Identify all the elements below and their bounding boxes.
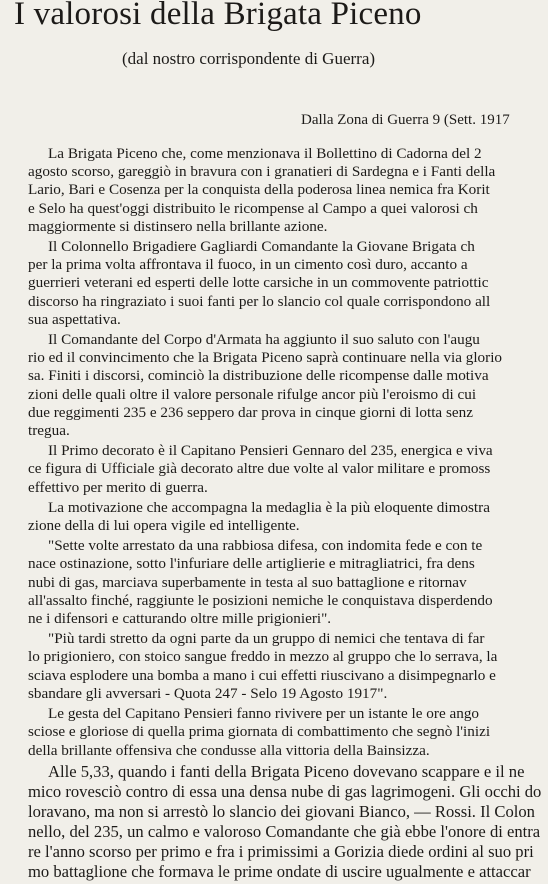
text-line: ne i difensori e catturando oltre mille prigionieri". xyxy=(28,610,332,628)
text-line: ce figura di Ufficiale già decorato altre due volte al valor militare e promoss xyxy=(28,460,491,478)
text-line: sciava esplodere una bomba a mano i cui effetti riuscivano a disimpegnarlo e xyxy=(28,666,496,684)
text-line: zioni delle quali oltre il valore personale rifulge ancor più l'eroismo di cui xyxy=(28,385,477,403)
paragraph xyxy=(28,705,548,760)
paragraph xyxy=(28,537,548,628)
text-line: nubi di gas, marciava superbamente in testa al suo battaglione e ritornav xyxy=(28,573,467,591)
paragraph xyxy=(28,762,548,882)
paragraph xyxy=(28,238,548,329)
text-line: sa. Finiti i discorsi, cominciò la distribuzione delle ricompense dalle motiva xyxy=(28,367,489,385)
text-line: Il Comandante del Corpo d'Armata ha aggiunto il suo saluto con l'augu xyxy=(48,331,480,349)
text-line: sbandare gli avversari - Quota 247 - Selo 19 Agosto 1917". xyxy=(28,684,388,702)
text-line: sua aspettativa. xyxy=(28,310,121,328)
text-line: discorso ha ringraziato i suoi fanti per lo slancio col quale corrispondono all xyxy=(28,292,491,310)
text-line: Alle 5,33, quando i fanti della Brigata Piceno dovevano scappare e il ne xyxy=(48,761,525,781)
text-line: La motivazione che accompagna la medaglia è la più eloquente dimostra xyxy=(48,498,490,516)
text-line: La Brigata Piceno che, come menzionava il Bollettino di Cadorna del 2 xyxy=(48,145,482,162)
text-line: Il Primo decorato è il Capitano Pensieri Gennaro del 235, energica e viva xyxy=(48,442,493,460)
text-line: effettivo per merito di guerra. xyxy=(28,478,208,496)
text-line: re l'anno scorso per primo e fra i primissimi a Gorizia diede ordini al suo pri xyxy=(28,841,534,861)
text-line: maggiormente si distinsero nella brillante azione. xyxy=(28,217,328,235)
text-line: nello, del 235, un calmo e valoroso Comandante che già ebbe l'onore di entra xyxy=(28,821,541,841)
text-line: Lario, Bari e Cosenza per la conquista della poderosa linea nemica fra Korit xyxy=(28,181,490,199)
text-line: mico rovesciò contro di essa una densa nube di gas lagrimogeni. Gli occhi do xyxy=(28,781,542,801)
text-line: all'assalto finché, raggiunte le posizioni nemiche le conquistava disperdendo xyxy=(28,591,493,609)
paragraph xyxy=(28,630,548,703)
text-line: mo battaglione che formava le prime ondate di uscire ugualmente e attaccar xyxy=(28,861,531,881)
text-line: "Più tardi stretto da ogni parte da un gruppo di nemici che tentava di far xyxy=(48,630,485,648)
text-line: agosto scorso, gareggiò in bravura con i granatieri di Sardegna e i Fanti della xyxy=(28,163,496,181)
article-subtitle: (dal nostro corrispondente di Guerra) xyxy=(122,49,376,68)
text-line: per la prima volta affrontava il fuoco, in un cimento così duro, accanto a xyxy=(28,256,468,274)
paragraph xyxy=(28,442,548,497)
article-title: I valorosi della Brigata Piceno xyxy=(14,0,422,32)
text-line: Il Colonnello Brigadiere Gagliardi Comandante la Giovane Brigata ch xyxy=(48,238,475,256)
dateline: Dalla Zona di Guerra 9 (Sett. 1917 xyxy=(301,112,510,128)
text-line: Le gesta del Capitano Pensieri fanno rivivere per un istante le ore ango xyxy=(48,705,480,723)
text-line: sciose e gloriose di quella prima giornata di combattimento che segnò l'inizi xyxy=(28,723,491,741)
text-line: zione della di lui opera vigile ed intelligente. xyxy=(28,517,300,535)
paragraph xyxy=(28,331,548,440)
text-line: due reggimenti 235 e 236 seppero dar prova in cinque giorni di lotta senz xyxy=(28,403,473,421)
text-line: lo prigioniero, con stoico sangue freddo in mezzo al gruppo che lo serrava, la xyxy=(28,648,498,666)
text-line: "Sette volte arrestato da una rabbiosa difesa, con indomita fede e con te xyxy=(48,537,483,555)
article-body xyxy=(28,145,548,884)
text-line: loravano, ma non si arrestò lo slancio dei giovani Bianco, — Rossi. Il Colon xyxy=(28,801,535,821)
paragraph xyxy=(28,145,548,236)
paragraph xyxy=(28,499,548,535)
text-line: rio ed il convincimento che la Brigata Piceno saprà continuare nella via glorio xyxy=(28,349,503,367)
text-line: e Selo ha quest'oggi distribuito le ricompense al Campo a quei valorosi ch xyxy=(28,199,478,217)
text-line: della brillante offensiva che condusse alla vittoria della Bainsizza. xyxy=(28,741,430,759)
text-line: guerrieri veterani ed esperti delle lotte carsiche in un commovente patriottic xyxy=(28,274,489,292)
text-line: tregua. xyxy=(28,422,70,440)
text-line: nace ostinazione, sotto l'infuriare delle artiglierie e mitragliatrici, fra dens xyxy=(28,555,475,573)
